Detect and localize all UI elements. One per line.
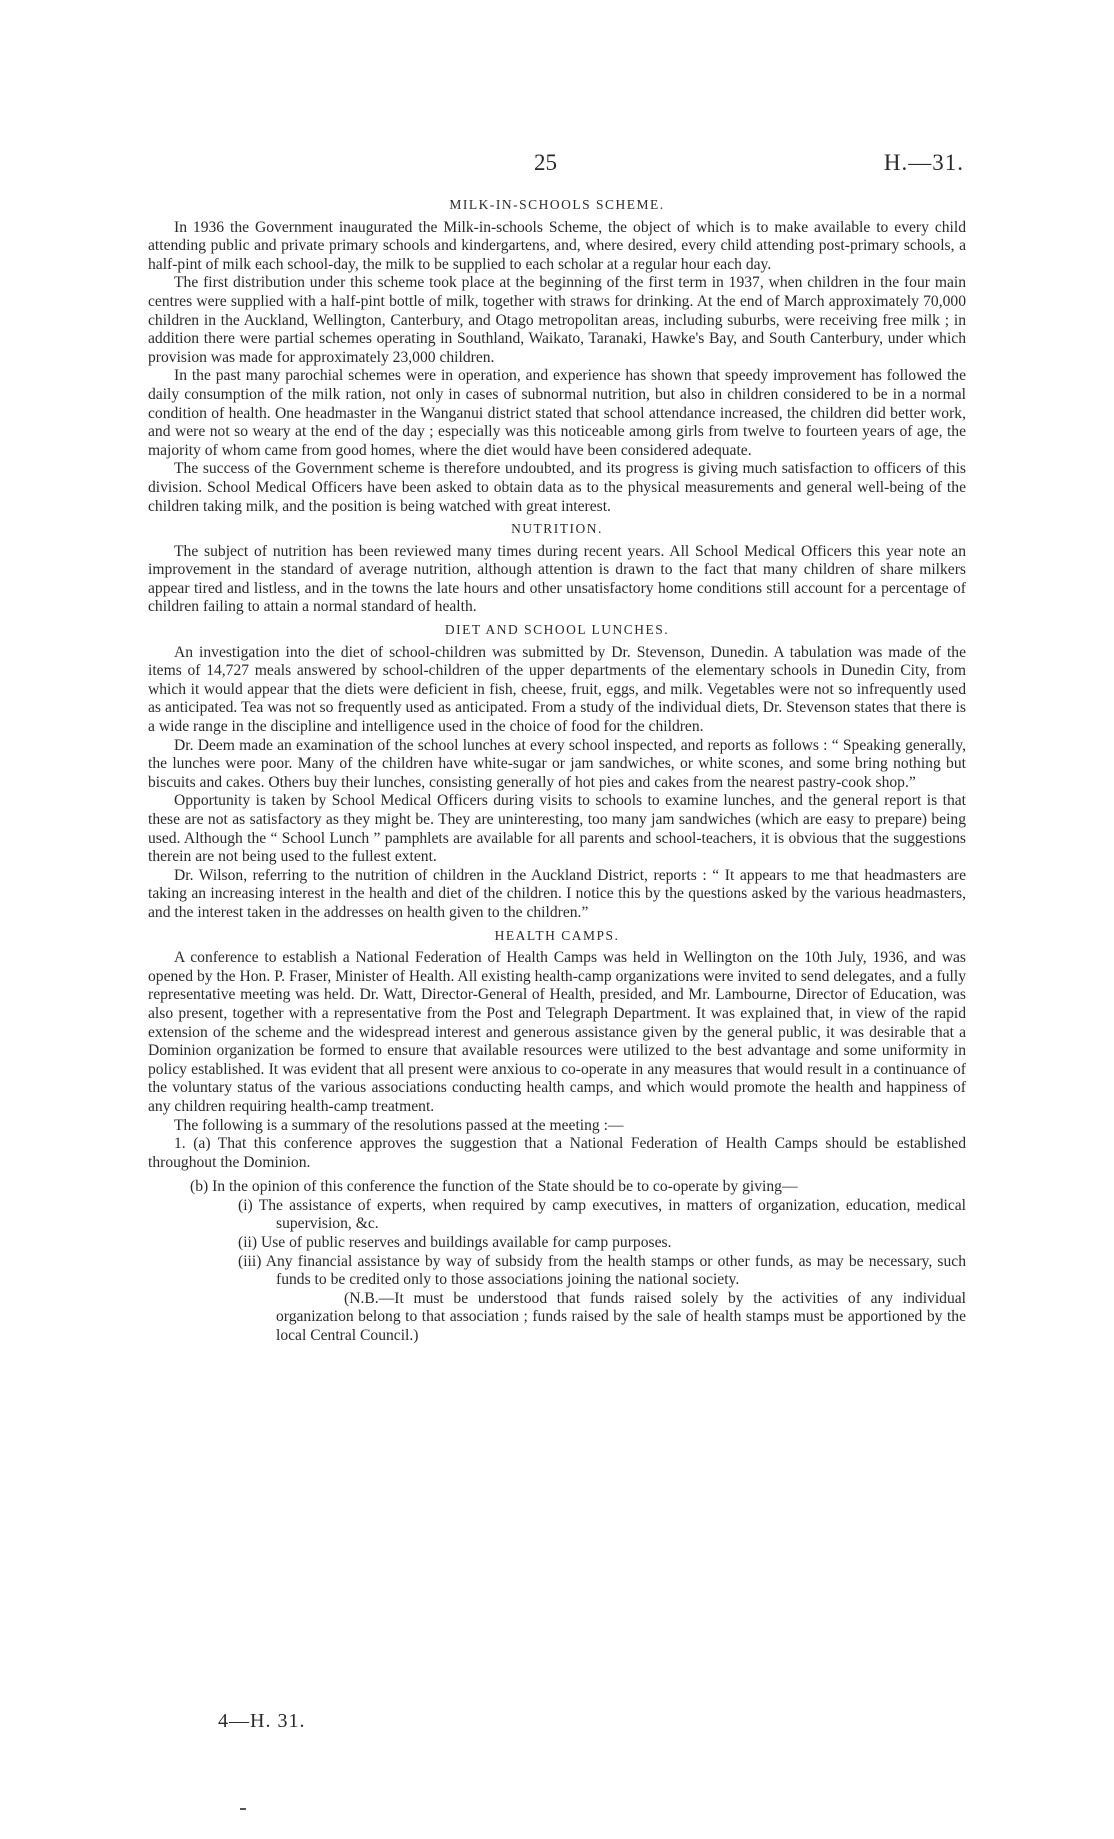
paragraph: In the past many parochial schemes were in operation, and experience has shown that speedy improvement has followed the daily consumption of the milk ration, not only in cases of subnormal nutrition, but also in children considered to be in a normal condition of health. One headmaster in the Wanganui district stated that school attendance increased, the children did better work, and were not so weary at the end of the day ; especially was this noticeable among girls from twelve to fourteen years of age, the majority of whom came from good homes, where the diet would have been considered adequate. [148,367,966,459]
paragraph: The following is a summary of the resolutions passed at the meeting :— [174,1116,624,1134]
document-body [148,192,966,1346]
paragraph: The subject of nutrition has been reviewed many times during recent years. All School Medical Officers this year note an improvement in the standard of average nutrition, although attention is drawn to the fact that many children of share milkers appear tired and listless, and in the towns the late hours and other unsatisfactory home conditions still account for a percentage of children failing to attain a normal standard of health. [148,542,966,616]
margin-mark [240,1808,246,1810]
section-heading-health-camps: HEALTH CAMPS. [494,927,620,943]
paragraph: In 1936 the Government inaugurated the Milk-in-schools Scheme, the object of which is to make available to every child attending public and private primary schools and kindergartens, and, where desired, every child attending post-primary schools, a half-pint of milk each school-day, the milk to be supplied to each scholar at a regular hour each day. [148,218,966,273]
resolution-1b: (b) In the opinion of this conference the function of the State should be to co-operate by giving— [190,1178,798,1196]
paragraph: Dr. Wilson, referring to the nutrition of children in the Auckland District, reports : “ It appears to me that headmasters are taking an increasing interest in the health and diet of the children. I notice this by the questions asked by the various headmasters, and the interest taken in the addresses on health given to the children.” [148,866,966,921]
paragraph: The first distribution under this scheme took place at the beginning of the first term in 1937, when children in the four main centres were supplied with a half-pint bottle of milk, together with straws for drinking. At the end of March approximately 70,000 children in the Auckland, Wellington, Canterbury, and Otago metropolitan areas, including suburbs, were receiving free milk ; in addition there were partial schemes operating in Southland, Waikato, Taranaki, Hawke's Bay, and South Canterbury, under which provision was made for approximately 23,000 children. [148,274,966,366]
paragraph: A conference to establish a National Federation of Health Camps was held in Wellington on the 10th July, 1936, and was opened by the Hon. P. Fraser, Minister of Health. All existing health-camp organizations were invited to send delegates, and a fully representative meeting was held. Dr. Watt, Director-General of Health, presided, and Mr. Lambourne, Director of Education, was also present, together with a representative from the Post and Telegraph Department. It was explained that, in view of the rapid extension of the scheme and the widespread interest and generous assistance given by the general public, it was desirable that a Dominion organization be formed to ensure that available resources were utilized to the best advantage and some uniformity in policy established. It was evident that all present were anxious to co-operate in any measures that would result in a continuance of the voluntary status of the various associations conducting health camps, and which would promote the health and happiness of any children requiring health-camp treatment. [148,949,966,1115]
section-heading-nutrition: NUTRITION. [511,521,603,537]
resolution-sub-item-iii: (iii) Any financial assistance by way of subsidy from the health stamps or other funds, as may be necessary, such funds to be credited only to those associations joining the national society. [238,1252,966,1289]
paragraph: Opportunity is taken by School Medical Officers during visits to schools to examine lunches, and the general report is that these are not as satisfactory as they might be. They are uninteresting, too many jam sandwiches (which are easy to prepare) being used. Although the “ School Lunch ” pamphlets are available for all parents and school-teachers, it is obvious that the suggestions therein are not being used to the fullest extent. [148,792,966,866]
paragraph: The success of the Government scheme is therefore undoubted, and its progress is giving much satisfaction to officers of this division. School Medical Officers have been asked to obtain data as to the physical measurements and general well-being of the children taking milk, and the position is being watched with great interest. [148,460,966,515]
report-reference: H.—31. [883,150,964,175]
paragraph: Dr. Deem made an examination of the school lunches at every school inspected, and reports as follows : “ Speaking generally, the lunches were poor. Many of the children have white-sugar or jam sandwiches, or white scones, and some bring nothing but biscuits and cakes. Others buy their lunches, consisting generally of hot pies and cakes from the nearest pastry-cook shop.” [148,736,966,791]
section-heading-diet-and-school-lunches: DIET AND SCHOOL LUNCHES. [444,622,670,638]
page-number: 25 [534,150,557,175]
resolution-sub-item-i: (i) The assistance of experts, when required by camp executives, in matters of organization, education, medical supervision, &c. [238,1196,966,1233]
resolution-sub-item-ii: (ii) Use of public reserves and buildings available for camp purposes. [238,1234,672,1252]
page-header [0,150,1114,180]
paragraph: An investigation into the diet of school-children was submitted by Dr. Stevenson, Dunedin. A tabulation was made of the items of 14,727 meals answered by school-children of the upper departments of the elementary schools in Dunedin City, from which it would appear that the diets were deficient in fish, cheese, fruit, eggs, and milk. Vegetables were not so infrequently used as anticipated. Tea was not so frequently used as anticipated. From a study of the individual diets, Dr. Stevenson states that there is a wide range in the discipline and intelligence used in the choice of food for the children. [148,643,966,736]
footer-signature: 4—H. 31. [218,1710,306,1732]
resolution-note: (N.B.—It must be understood that funds raised solely by the activities of any individual organization belong to that association ; funds raised by the sale of health stamps must be apportioned by the local Central Council.) [276,1289,966,1345]
resolution-1a: 1. (a) That this conference approves the suggestion that a National Federation of Health Camps should be established throughout the Dominion. [148,1135,966,1171]
section-heading-milk-in-schools: MILK-IN-SCHOOLS SCHEME. [449,197,665,212]
